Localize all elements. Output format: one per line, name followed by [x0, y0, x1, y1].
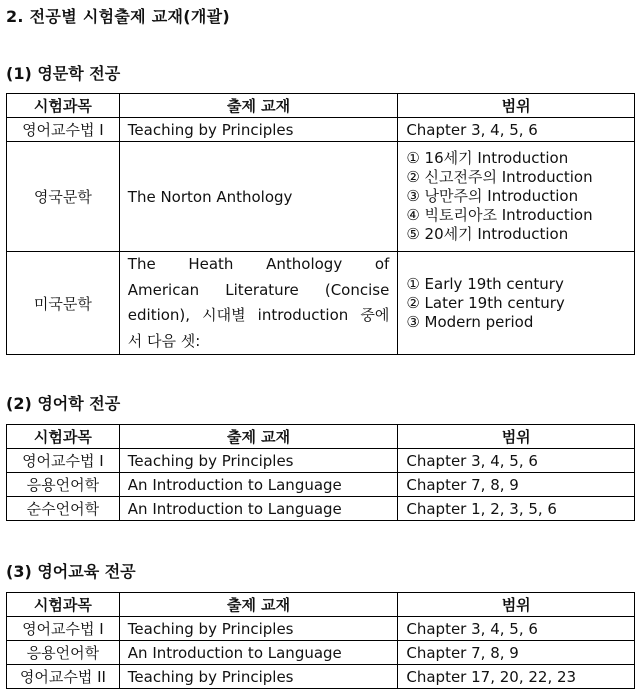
textbook-cell — [119, 252, 398, 355]
header-textbook: 출제 교재 — [119, 593, 398, 617]
range-item: ② Later 19th century — [406, 293, 565, 312]
header-textbook: 출제 교재 — [119, 94, 398, 118]
textbook-cell: Teaching by Principles — [119, 665, 398, 689]
subject-cell: 응용언어학 — [7, 473, 120, 497]
range-cell: Chapter 3, 4, 5, 6 — [398, 449, 635, 473]
header-subject: 시험과목 — [7, 425, 120, 449]
range-cell: Chapter 7, 8, 9 — [398, 473, 635, 497]
table-row — [7, 617, 635, 641]
section-title-education: (3) 영어교육 전공 — [6, 562, 136, 581]
range-item: ③ Modern period — [406, 312, 534, 331]
range-cell: Chapter 17, 20, 22, 23 — [398, 665, 635, 689]
subject-cell: 영국문학 — [7, 142, 120, 252]
header-range: 범위 — [398, 425, 635, 449]
subject-cell: 영어교수법 I — [7, 617, 120, 641]
textbook-line: 서 다음 셋: — [127, 331, 201, 350]
textbook-cell: An Introduction to Language — [119, 473, 398, 497]
table-row — [7, 497, 635, 521]
table-literature — [6, 93, 635, 355]
table-row — [7, 641, 635, 665]
subject-cell: 영어교수법 I — [7, 449, 120, 473]
range-cell: Chapter 3, 4, 5, 6 — [398, 118, 635, 142]
range-cell: Chapter 3, 4, 5, 6 — [398, 617, 635, 641]
table-education — [6, 592, 635, 689]
textbook-line: edition), 시대별 introduction 중에 — [127, 306, 390, 324]
range-item: ① 16세기 Introduction — [406, 149, 569, 167]
textbook-cell: Teaching by Principles — [119, 617, 398, 641]
range-item: ⑤ 20세기 Introduction — [406, 225, 569, 243]
table-row — [7, 118, 635, 142]
header-subject: 시험과목 — [7, 94, 120, 118]
range-cell — [398, 142, 635, 252]
textbook-cell: An Introduction to Language — [119, 641, 398, 665]
textbook-cell: Teaching by Principles — [119, 118, 398, 142]
textbook-cell: An Introduction to Language — [119, 497, 398, 521]
range-item: ② 신고전주의 Introduction — [406, 168, 593, 186]
table-header-row — [7, 593, 635, 617]
range-item: ① Early 19th century — [406, 274, 564, 293]
range-item: ④ 빅토리아조 Introduction — [406, 206, 593, 224]
textbook-line: The Heath Anthology of — [127, 255, 390, 273]
range-item: ③ 낭만주의 Introduction — [406, 187, 579, 205]
table-row — [7, 142, 635, 252]
subject-cell: 영어교수법 I — [7, 118, 120, 142]
textbook-cell: The Norton Anthology — [119, 142, 398, 252]
range-cell: Chapter 7, 8, 9 — [398, 641, 635, 665]
section-title-linguistics: (2) 영어학 전공 — [6, 394, 121, 413]
range-cell: Chapter 1, 2, 3, 5, 6 — [398, 497, 635, 521]
range-cell — [398, 252, 635, 355]
table-row — [7, 252, 635, 355]
subject-cell: 미국문학 — [7, 252, 120, 355]
table-row — [7, 473, 635, 497]
subject-cell: 순수언어학 — [7, 497, 120, 521]
textbook-line: American Literature (Concise — [127, 280, 390, 299]
header-range: 범위 — [398, 94, 635, 118]
header-range: 범위 — [398, 593, 635, 617]
table-header-row — [7, 425, 635, 449]
section-title-literature: (1) 영문학 전공 — [6, 64, 121, 83]
table-row — [7, 665, 635, 689]
subject-cell: 영어교수법 II — [7, 665, 120, 689]
table-row — [7, 449, 635, 473]
subject-cell: 응용언어학 — [7, 641, 120, 665]
main-heading: 2. 전공별 시험출제 교재(개괄) — [6, 7, 230, 26]
table-linguistics — [6, 424, 635, 521]
table-header-row — [7, 94, 635, 118]
header-subject: 시험과목 — [7, 593, 120, 617]
textbook-cell: Teaching by Principles — [119, 449, 398, 473]
header-textbook: 출제 교재 — [119, 425, 398, 449]
